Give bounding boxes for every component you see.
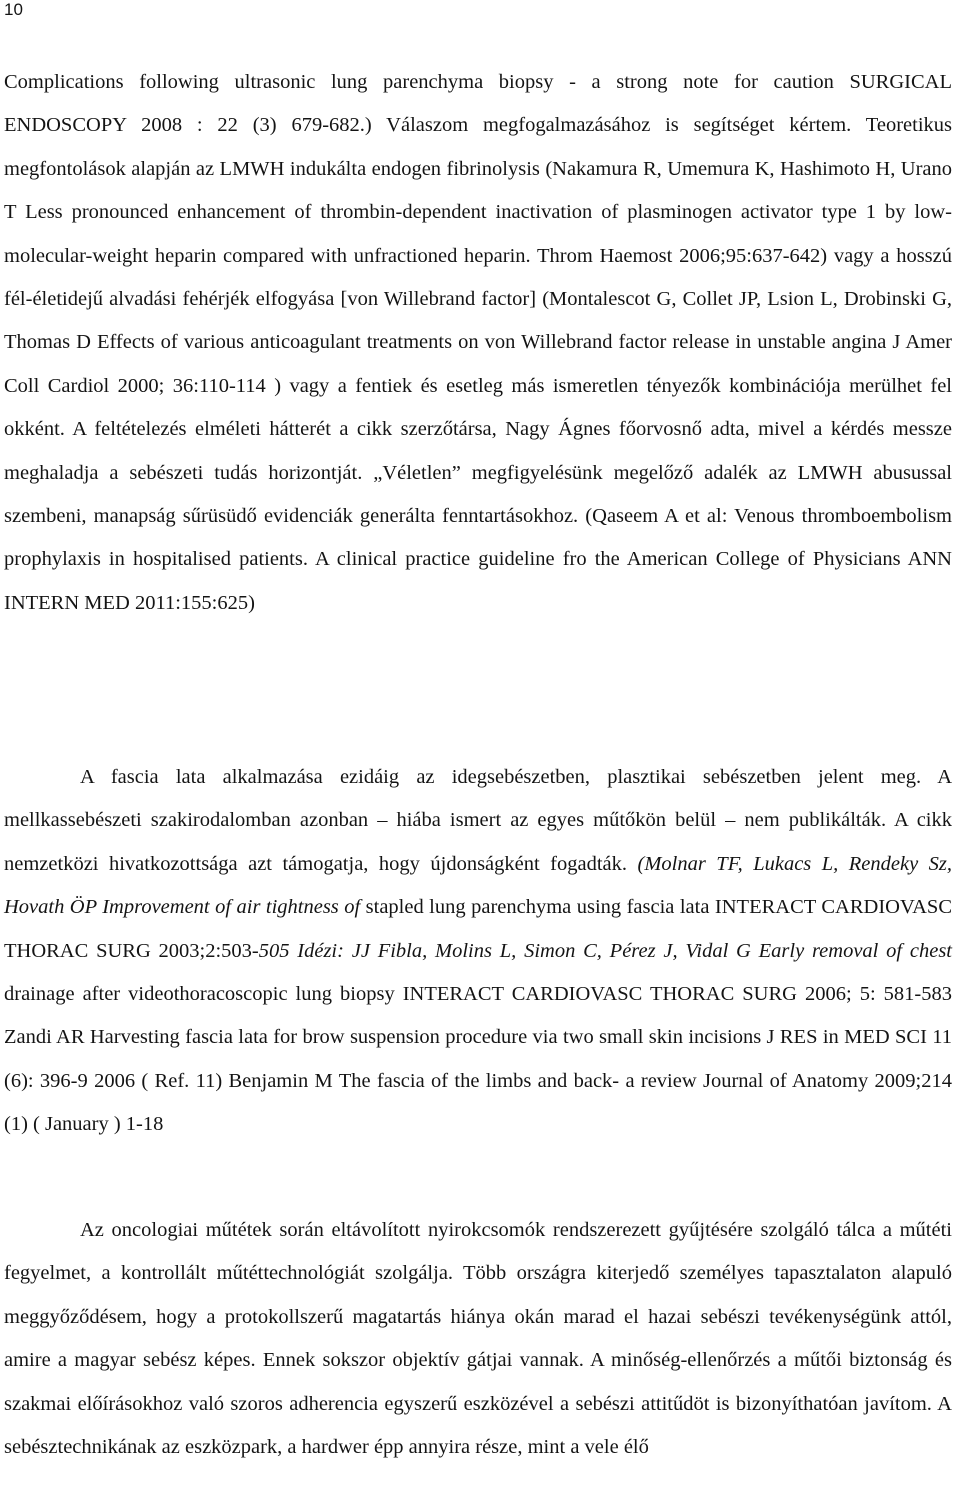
paragraph-2-italic-b: 505 Idézi: JJ Fibla, Molins L, Simon C, Pérez J, Vidal G Early removal of chest [258,939,952,962]
paragraph-2-text-a: A fascia lata alkalmazása ezidáig az idegsebészetben, plasztikai sebészetben jelent meg. A mellkassebészeti szakirodalomban azonban – hiába ismert az egyes műtőkön belül – nem publikálták. A cikk nemzetközi hivatkozottsága azt támogatja, hogy újdonságként fogadták. [4,766,952,875]
paragraph-1: Complications following ultrasonic lung parenchyma biopsy - a strong note for caution SURGICAL ENDOSCOPY 2008 : 22 (3) 679-682.) Válaszom megfogalmazásához is segítséget kértem. Teoretikus megfontolások alapján az LMWH indukálta endogen fibrinolysis (Nakamura R, Umemura K, Hashimoto H, Urano T Less pronounced enhancement of thrombin-dependent inactivation of plasminogen activator type 1 by low-molecular-weight heparin compared with unfractioned heparin. Throm Haemost 2006;95:637-642) vagy a hosszú fél-életidejű alvadási fehérjék elfogyása [von Willebrand factor] (Montalescot G, Collet JP, Lsion L, Drobinski G, Thomas D Effects of various anticoagulant treatments on von Willebrand factor release in unstable angina J Amer Coll Cardiol 2000; 36:110-114 ) vagy a fentiek és esetleg más ismeretlen tényezők kombinációja merülhet fel okként. A feltételezés elméleti hátterét a cikk szerzőtársa, Nagy Ágnes főorvosnő adta, mivel a kérdés messze meghaladja a sebészeti tudás horizontját. „Véletlen” megfigyelésünk megelőző adalék az LMWH abusussal szembeni, manapság sűrüsüdő evidenciák generálta fenntartásokhoz. (Qaseem A et al: Venous thromboembolism prophylaxis in hospitalised patients. A clinical practice guideline fro the American College of Physicians ANN INTERN MED 2011:155:625) [4,71,952,614]
paragraph-2 [4,756,952,1147]
paragraph-2-text-b: stapled lung parenchyma using fascia lata INTERACT CARDIOVASC THORAC SURG 2003;2:503- [4,896,952,962]
paragraph-3: Az oncologiai műtétek során eltávolított nyirokcsomók rendszerezett gyűjtésére szolgáló tálca a műtéti fegyelmet, a kontrollált műtéttechnológiát szolgálja. Több országra kiterjedő személyes tapasztalaton alapuló meggyőződésem, hogy a protokollszerű magatartás hiánya okán marad el hazai sebészi tevékenységünk attól, amire a magyar sebész képes. Ennek sokszor objektív gátjai vannak. A minőség-ellenőrzés a műtői biztonság és szakmai előírásokhoz való szoros adherencia egyszerű eszközével a sebészi attitűdöt is bizonyíthatóan javítom. A sebésztechnikának az eszközpark, a hardwer épp annyira része, mint a vele élő [4,1219,952,1459]
paragraph-2-italic-a: (Molnar TF, Lukacs L, Rendeky Sz, Hovath ÖP Improvement of air tightness of [4,852,952,919]
paragraph-2-text-c: drainage after videothoracoscopic lung biopsy INTERACT CARDIOVASC THORAC SURG 2006; 5: 581-583 Zandi AR Harvesting fascia lata for brow suspension procedure via two small skin incisions J RES in MED SCI 11 (6): 396-9 2006 ( Ref. 11) Benjamin M The fascia of the limbs and back- a review Journal of Anatomy 2009;214 (1) ( January ) 1-18 [4,983,952,1136]
page-number: 10 [4,0,23,19]
